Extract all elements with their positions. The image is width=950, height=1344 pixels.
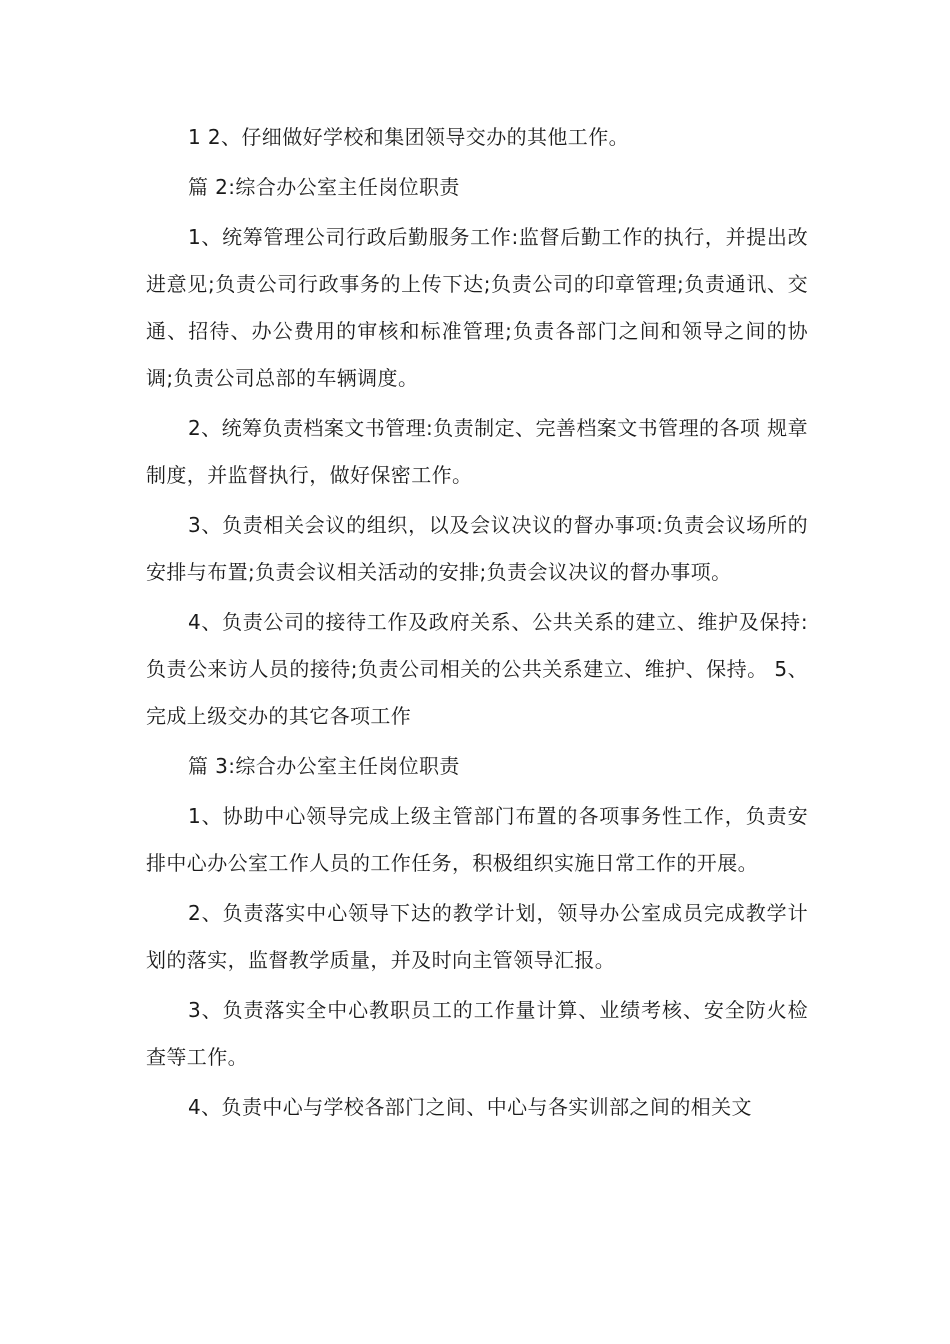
section-heading-2: 篇 2:综合办公室主任岗位职责 [188, 175, 460, 199]
paragraph-duty-4: 4、负责公司的接待工作及政府关系、公共关系的建立、维护及保持:负责公来访人员的接待;负责公司相关的公共关系建立、维护、保持。 5、完成上级交办的其它各项工作 [146, 610, 808, 728]
paragraph-duty-3-b: 3、负责落实全中心教职员工的工作量计算、业绩考核、安全防火检查等工作。 [146, 998, 808, 1069]
paragraph-duty-2: 2、统筹负责档案文书管理:负责制定、完善档案文书管理的各项 规章制度，并监督执行，做好保密工作。 [146, 416, 808, 487]
paragraph-item-12: 1 2、仔细做好学校和集团领导交办的其他工作。 [188, 125, 630, 149]
paragraph-duty-4-b: 4、负责中心与学校各部门之间、中心与各实训部之间的相关文 [188, 1095, 752, 1119]
paragraph-duty-1-b: 1、协助中心领导完成上级主管部门布置的各项事务性工作，负责安排中心办公室工作人员的工作任务，积极组织实施日常工作的开展。 [146, 804, 808, 875]
paragraph-duty-1: 1、统筹管理公司行政后勤服务工作:监督后勤工作的执行，并提出改进意见;负责公司行政事务的上传下达;负责公司的印章管理;负责通讯、交通、招待、办公费用的审核和标准管理;负责各部门之间和领导之间的协调;负责公司总部的车辆调度。 [146, 225, 808, 390]
paragraph-duty-2-b: 2、负责落实中心领导下达的教学计划，领导办公室成员完成教学计划的落实，监督教学质量，并及时向主管领导汇报。 [146, 901, 808, 972]
section-heading-3: 篇 3:综合办公室主任岗位职责 [188, 754, 460, 778]
paragraph-duty-3: 3、负责相关会议的组织，以及会议决议的督办事项:负责会议场所的安排与布置;负责会议相关活动的安排;负责会议决议的督办事项。 [146, 513, 808, 584]
